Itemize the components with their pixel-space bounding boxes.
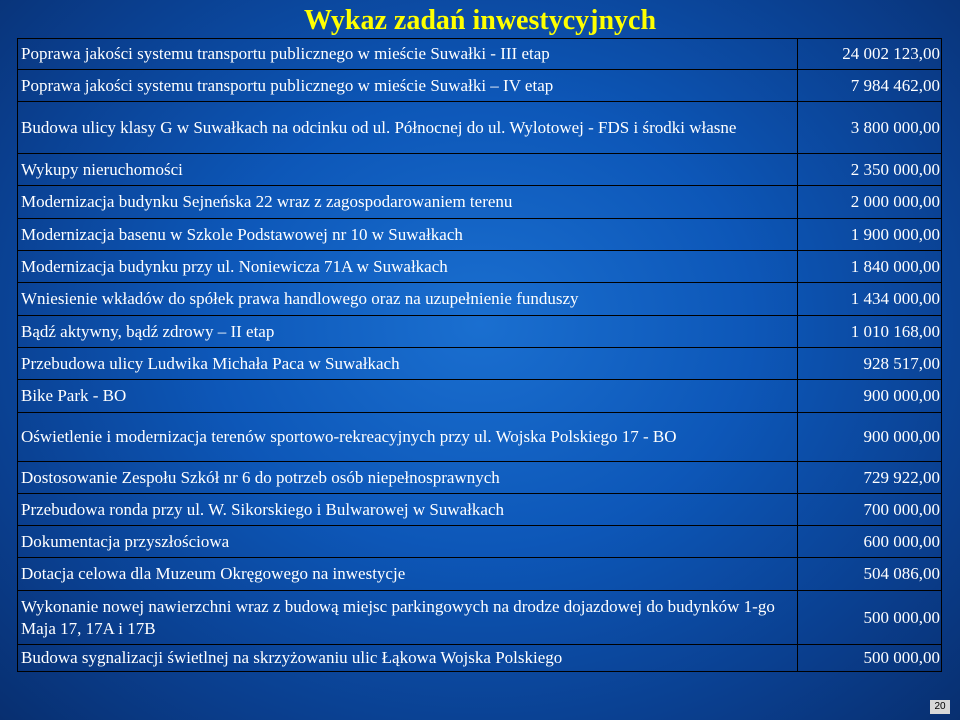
table-row: [18, 380, 942, 413]
task-amount-cell: 928 517,00: [798, 348, 942, 380]
task-amount-cell: 24 002 123,00: [798, 39, 942, 70]
task-amount-cell: 2 000 000,00: [798, 186, 942, 219]
task-amount-cell: 1 840 000,00: [798, 251, 942, 283]
task-amount-cell: 7 984 462,00: [798, 70, 942, 102]
task-amount-cell: 504 086,00: [798, 558, 942, 591]
table-row: [18, 526, 942, 558]
task-amount-cell: 1 900 000,00: [798, 219, 942, 251]
task-amount-cell: 1 010 168,00: [798, 316, 942, 348]
table-row: [18, 591, 942, 645]
page-title: Wykaz zadań inwestycyjnych: [303, 5, 657, 36]
task-name-cell: Dotacja celowa dla Muzeum Okręgowego na inwestycje: [18, 558, 798, 591]
table-row: [18, 186, 942, 219]
table-row: [18, 316, 942, 348]
task-name-cell: Wniesienie wkładów do spółek prawa handlowego oraz na uzupełnienie funduszy: [18, 283, 798, 316]
table-row: [18, 645, 942, 672]
investment-tasks-table: [17, 38, 942, 672]
task-amount-cell: 1 434 000,00: [798, 283, 942, 316]
table-row: [18, 39, 942, 70]
task-name-cell: Modernizacja basenu w Szkole Podstawowej nr 10 w Suwałkach: [18, 219, 798, 251]
task-amount-cell: 900 000,00: [798, 380, 942, 413]
task-name-cell: Wykupy nieruchomości: [18, 154, 798, 186]
task-amount-cell: 500 000,00: [798, 591, 942, 645]
task-amount-cell: 600 000,00: [798, 526, 942, 558]
task-name-cell: Modernizacja budynku przy ul. Noniewicza 71A w Suwałkach: [18, 251, 798, 283]
task-name-cell: Budowa sygnalizacji świetlnej na skrzyżowaniu ulic Łąkowa Wojska Polskiego: [18, 645, 798, 672]
task-name-cell: Dokumentacja przyszłościowa: [18, 526, 798, 558]
task-amount-cell: 700 000,00: [798, 494, 942, 526]
task-amount-cell: 500 000,00: [798, 645, 942, 672]
task-name-cell: Bike Park - BO: [18, 380, 798, 413]
table-row: [18, 494, 942, 526]
table-row: [18, 102, 942, 154]
task-name-cell: Przebudowa ulicy Ludwika Michała Paca w Suwałkach: [18, 348, 798, 380]
table-row: [18, 251, 942, 283]
task-amount-cell: 900 000,00: [798, 413, 942, 462]
table-row: [18, 154, 942, 186]
table-row: [18, 219, 942, 251]
task-name-cell: Dostosowanie Zespołu Szkół nr 6 do potrzeb osób niepełnosprawnych: [18, 462, 798, 494]
task-name-cell: Bądź aktywny, bądź zdrowy – II etap: [18, 316, 798, 348]
task-name-cell: Wykonanie nowej nawierzchni wraz z budową miejsc parkingowych na drodze dojazdowej do budynków 1-go Maja 17, 17A i 17B: [18, 591, 798, 645]
table-row: [18, 413, 942, 462]
task-name-cell: Poprawa jakości systemu transportu publicznego w mieście Suwałki – IV etap: [18, 70, 798, 102]
task-name-cell: Przebudowa ronda przy ul. W. Sikorskiego i Bulwarowej w Suwałkach: [18, 494, 798, 526]
slide-number: 20: [930, 700, 950, 714]
task-name-cell: Budowa ulicy klasy G w Suwałkach na odcinku od ul. Północnej do ul. Wylotowej - FDS i środki własne: [18, 102, 798, 154]
task-amount-cell: 729 922,00: [798, 462, 942, 494]
table-row: [18, 348, 942, 380]
table-row: [18, 462, 942, 494]
task-name-cell: Oświetlenie i modernizacja terenów sportowo-rekreacyjnych przy ul. Wojska Polskiego 17 - BO: [18, 413, 798, 462]
table-row: [18, 70, 942, 102]
table-row: [18, 283, 942, 316]
task-amount-cell: 3 800 000,00: [798, 102, 942, 154]
table-row: [18, 558, 942, 591]
task-amount-cell: 2 350 000,00: [798, 154, 942, 186]
task-name-cell: Poprawa jakości systemu transportu publicznego w mieście Suwałki - III etap: [18, 39, 798, 70]
task-name-cell: Modernizacja budynku Sejneńska 22 wraz z zagospodarowaniem terenu: [18, 186, 798, 219]
